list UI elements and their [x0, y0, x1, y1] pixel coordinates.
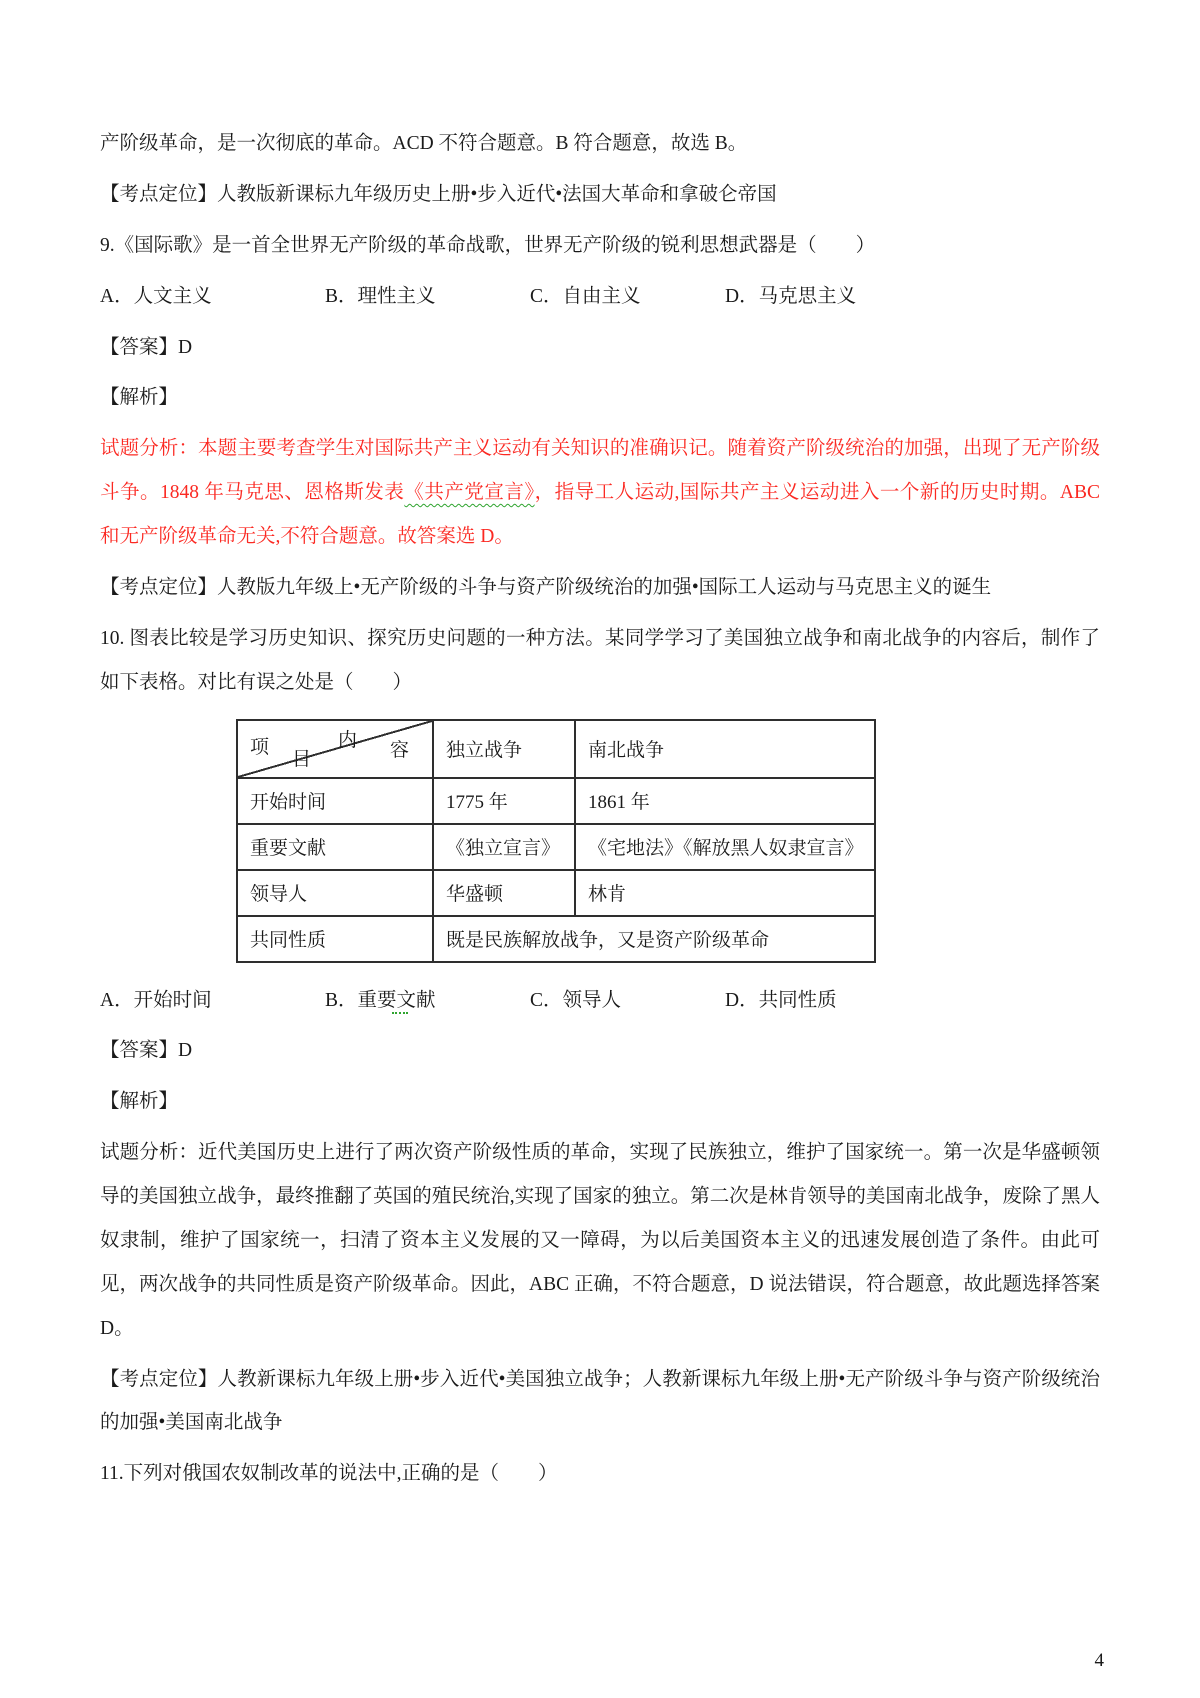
- table-cell-label: 领导人: [237, 870, 433, 916]
- table-cell-value: 《宅地法》《解放黑人奴隶宣言》: [575, 824, 875, 870]
- table-cell-value: 1861 年: [575, 778, 875, 824]
- question-10-option-c: C．领导人: [530, 989, 622, 1011]
- question-9-option-c: C．自由主义: [530, 285, 641, 307]
- table-cell-label: 开始时间: [237, 778, 433, 824]
- question-9-options: [100, 275, 1100, 319]
- question-10-answer: 【答案】D: [100, 1040, 193, 1062]
- question-9-analysis-part3: ，指导工人运动,国际共产主义运动进入一个新的历史时期。ABC 和无产阶级革命无关,不符合题意。故答案选 D。: [100, 482, 1100, 547]
- question-9-analysis-book-title: 《共产党宣言》: [404, 482, 535, 504]
- question-10-jiexi-label: 【解析】: [100, 1091, 179, 1113]
- question-9-option-a: A．人文主义: [100, 285, 212, 307]
- corner-project-char-2: 目: [292, 748, 312, 770]
- table-cell-label: 共同性质: [237, 916, 433, 962]
- previous-answer-tail: 产阶级革命，是一次彻底的革命。ACD 不符合题意。B 符合题意，故选 B。: [100, 133, 748, 154]
- table-row-leaders: [237, 870, 875, 916]
- table-header-independence-war: 独立战争: [433, 720, 575, 778]
- question-9-answer: 【答案】D: [100, 336, 193, 358]
- table-cell-value: 1775 年: [433, 778, 575, 824]
- table-corner-cell: [237, 720, 433, 778]
- question-9-option-d: D．马克思主义: [725, 285, 857, 307]
- table-cell-value: 《独立宣言》: [433, 824, 575, 870]
- question-9-option-b: B．理性主义: [325, 285, 436, 307]
- spellcheck-mark: [392, 1012, 408, 1014]
- comparison-table: [236, 719, 876, 963]
- question-9-kaodian: 【考点定位】人教版九年级上•无产阶级的斗争与资产阶级统治的加强•国际工人运动与马克思主义的诞生: [100, 576, 992, 598]
- page-number: 4: [1094, 1650, 1104, 1671]
- question-9-analysis-part1: 试题分析：本题主要考查学生对国际共产主义运动有关知识的准确识记。随着资产阶级统治的加强，出现了无产阶级斗争。1848 年马克思、恩格斯发表: [100, 438, 1100, 504]
- question-10-stem: 10. 图表比较是学习历史知识、探究历史问题的一种方法。某同学学习了美国独立战争和南北战争的内容后，制作了如下表格。对比有误之处是（ ）: [100, 627, 1100, 693]
- table-row-common-nature: [237, 916, 875, 962]
- question-10-options: [100, 979, 1100, 1023]
- question-10-kaodian: 【考点定位】人教新课标九年级上册•步入近代•美国独立战争；人教新课标九年级上册•无产阶级斗争与资产阶级统治的加强•美国南北战争: [100, 1368, 1100, 1434]
- table-row-documents: [237, 824, 875, 870]
- corner-project-char-1: 项: [250, 736, 270, 758]
- question-9-stem: 9.《国际歌》是一首全世界无产阶级的革命战歌，世界无产阶级的锐利思想武器是（ ）: [100, 234, 876, 256]
- corner-content-char-2: 容: [390, 739, 410, 761]
- table-header-row: [237, 720, 875, 778]
- question-10-analysis: 试题分析：近代美国历史上进行了两次资产阶级性质的革命，实现了民族独立，维护了国家统一。第一次是华盛顿领导的美国独立战争，最终推翻了英国的殖民统治,实现了国家的独立。第二次是林肯领导的美国南北战争，废除了黑人奴隶制，维护了国家统一，扫清了资本主义发展的又一障碍，为以后美国资本主义的迅速发展创造了条件。由此可见，两次战争的共同性质是资产阶级革命。因此，ABC 正确，不符合题意，D 说法错误，符合题意，故此题选择答案 D。: [100, 1142, 1100, 1339]
- question-10-option-a: A．开始时间: [100, 989, 212, 1011]
- question-10-option-b: B．重要文献: [325, 989, 436, 1011]
- question-9-jiexi-label: 【解析】: [100, 387, 179, 409]
- question-10-option-d: D．共同性质: [725, 989, 837, 1011]
- table-cell-merged-value: 既是民族解放战争，又是资产阶级革命: [433, 916, 875, 962]
- kaodian-question-8: 【考点定位】人教版新课标九年级历史上册•步入近代•法国大革命和拿破仑帝国: [100, 183, 777, 205]
- table-header-civil-war: 南北战争: [575, 720, 875, 778]
- table-cell-value: 林肯: [575, 870, 875, 916]
- corner-content-char-1: 内: [338, 729, 358, 751]
- question-11-stem: 11.下列对俄国农奴制改革的说法中,正确的是（ ）: [100, 1463, 558, 1485]
- table-cell-value: 华盛顿: [433, 870, 575, 916]
- table-row-start-time: [237, 778, 875, 824]
- table-cell-label: 重要文献: [237, 824, 433, 870]
- question-9-analysis: [100, 427, 1100, 559]
